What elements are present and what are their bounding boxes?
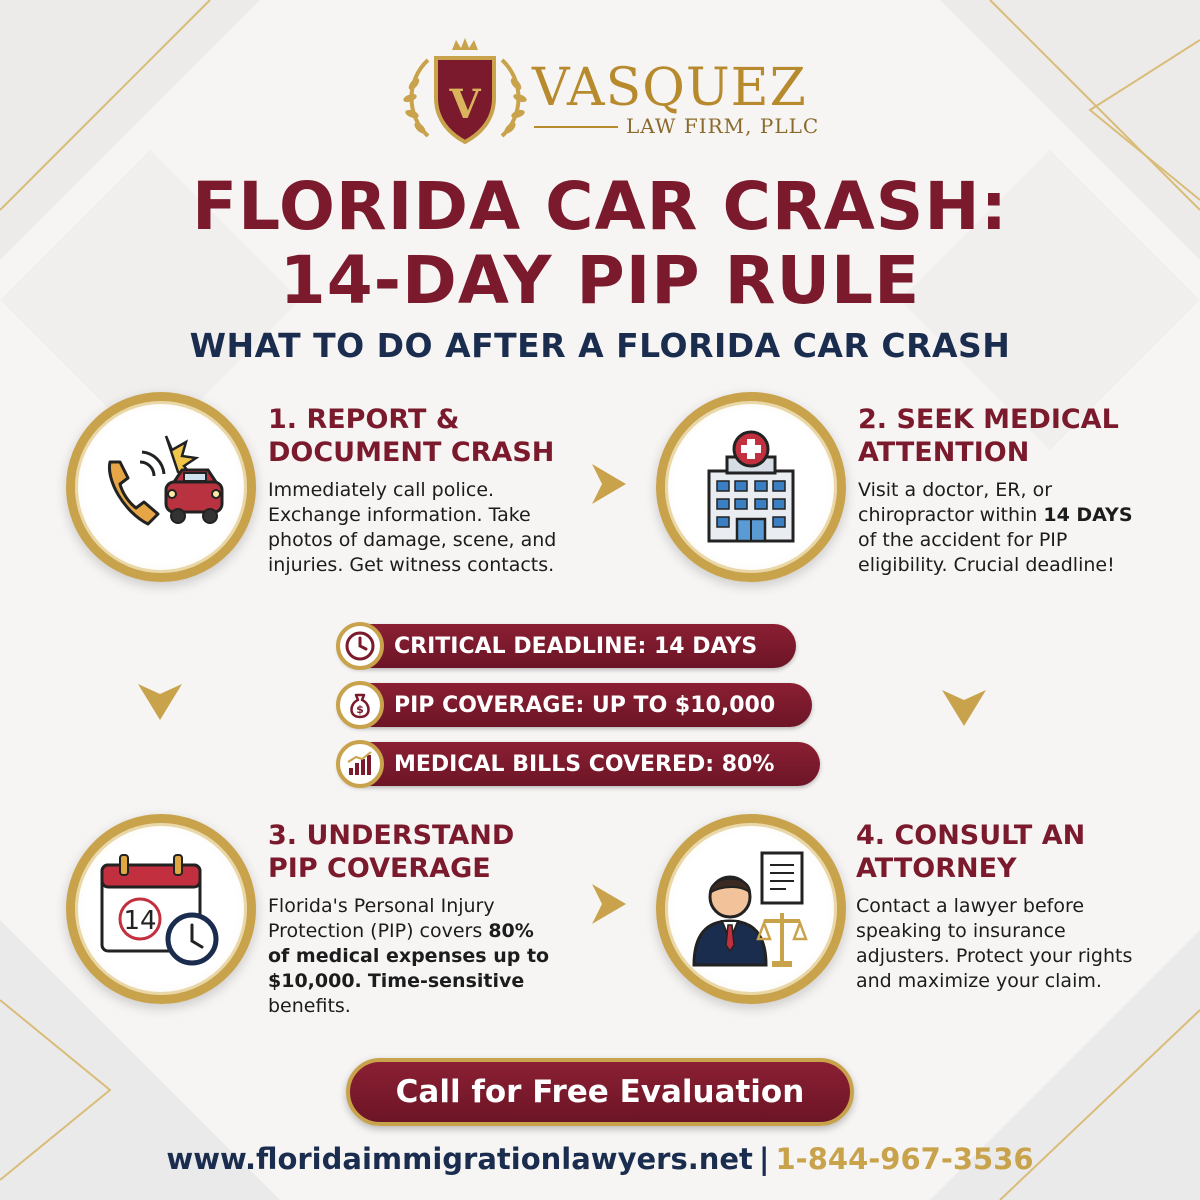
step2-heading: 2. SEEK MEDICAL ATTENTION	[858, 404, 1119, 468]
phone-link[interactable]: 1-844-967-3536	[775, 1142, 1034, 1176]
money-bag-icon	[336, 681, 384, 729]
footer-separator: |	[758, 1142, 770, 1176]
step1-icon-circle	[66, 392, 256, 582]
arrow-right-icon	[588, 880, 630, 928]
clock-icon	[336, 622, 384, 670]
step2-body: Visit a doctor, ER, or chiropractor within 14 DAYS of the accident for PIP eligibility. Crucial deadline!	[858, 479, 1133, 576]
step3-heading: 3. UNDERSTAND PIP COVERAGE	[268, 820, 515, 884]
laurel-shield-icon	[400, 36, 530, 156]
medical-bills-pill: MEDICAL BILLS COVERED: 80%	[338, 742, 820, 786]
website-link[interactable]: www.floridaimmigrationlawyers.net	[166, 1142, 753, 1176]
calendar-clock-icon	[96, 849, 226, 969]
logo-divider	[534, 126, 618, 128]
svg-text:V: V	[449, 81, 481, 128]
deadline-pill: CRITICAL DEADLINE: 14 DAYS	[338, 624, 796, 668]
arrow-right-icon	[588, 460, 630, 508]
coverage-pill: $ PIP COVERAGE: UP TO $10,000	[338, 683, 812, 727]
svg-text:14: 14	[123, 906, 157, 936]
step2-icon-circle	[656, 392, 846, 582]
page-title-line1: FLORIDA CAR CRASH:	[192, 168, 1008, 245]
attorney-icon	[686, 849, 816, 969]
step4-icon-circle	[656, 814, 846, 1004]
arrow-down-icon	[134, 680, 186, 724]
footer-contact	[0, 1142, 1200, 1176]
svg-text:$: $	[356, 703, 364, 716]
step1-heading: 1. REPORT & DOCUMENT CRASH	[268, 404, 555, 468]
free-evaluation-button[interactable]: Call for Free Evaluation	[346, 1058, 854, 1126]
arrow-down-icon	[938, 686, 990, 730]
firm-subtitle: LAW FIRM, PLLC	[626, 114, 820, 138]
step3-body: Florida's Personal Injury Protection (PIP) covers 80% of medical expenses up to $10,000. Time-sensitive benefits.	[268, 895, 550, 1017]
step4-body: Contact a lawyer before speaking to insurance adjusters. Protect your rights and maximize your claim.	[856, 895, 1133, 992]
firm-name: VASQUEZ	[532, 58, 807, 118]
step3-icon-circle	[66, 814, 256, 1004]
firm-logo	[400, 36, 820, 156]
step4-heading: 4. CONSULT AN ATTORNEY	[856, 820, 1086, 884]
phone-crash-icon	[96, 432, 226, 542]
step1-body: Immediately call police. Exchange information. Take photos of damage, scene, and injuries. Get witness contacts.	[268, 479, 557, 576]
page-subtitle: WHAT TO DO AFTER A FLORIDA CAR CRASH	[189, 326, 1011, 365]
hospital-icon	[691, 427, 811, 547]
page-title-line2: 14-DAY PIP RULE	[279, 242, 921, 319]
bar-chart-icon	[336, 740, 384, 788]
